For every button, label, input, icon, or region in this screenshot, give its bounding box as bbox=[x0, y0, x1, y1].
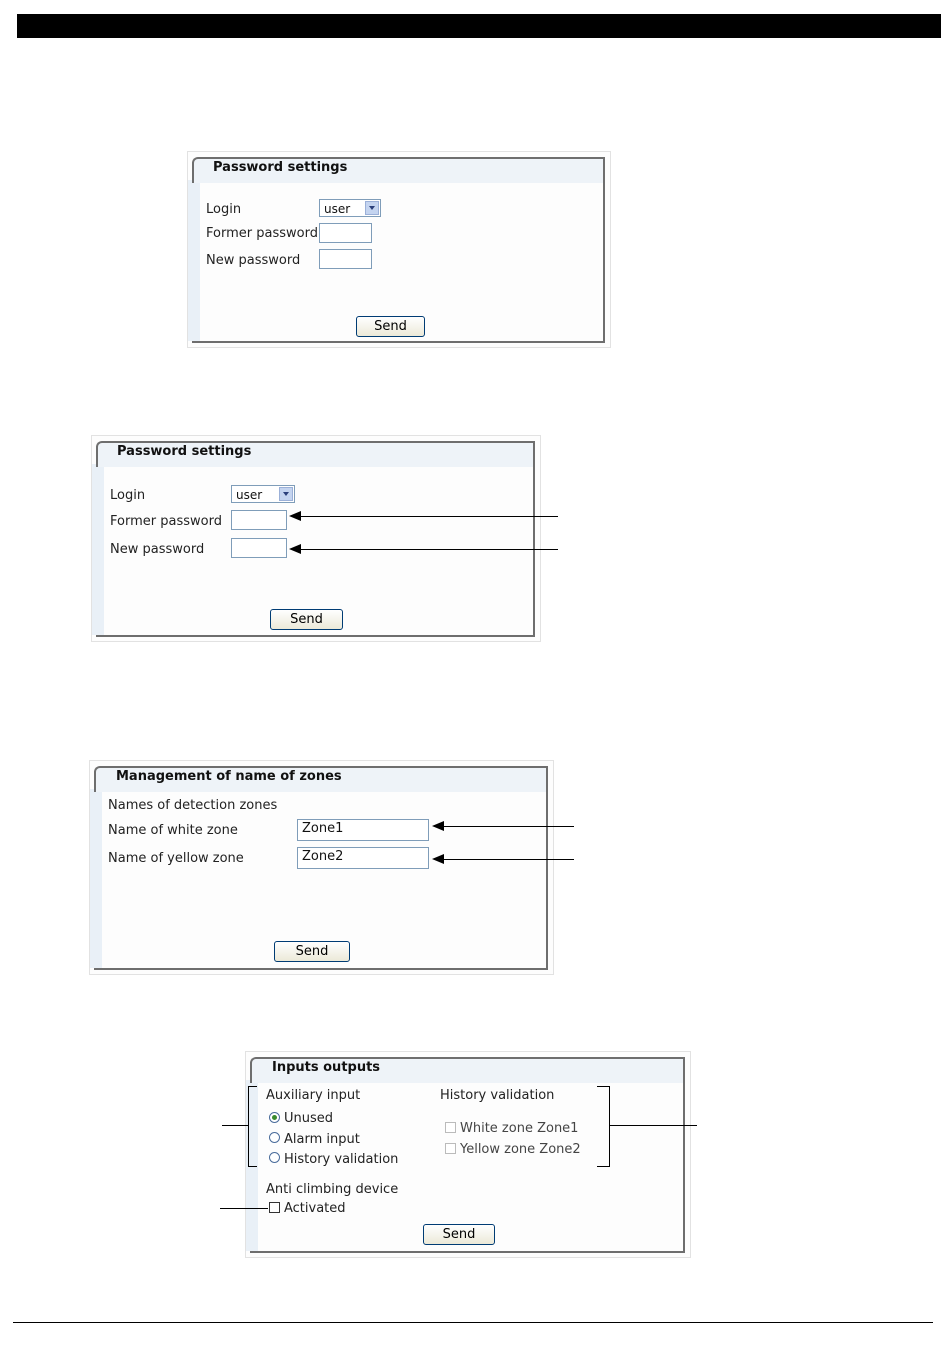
yellow-zone-label: Name of yellow zone bbox=[108, 851, 244, 866]
send-button[interactable]: Send bbox=[270, 609, 343, 630]
callout-arrow-line bbox=[298, 516, 558, 517]
login-select-value: user bbox=[236, 488, 263, 502]
checkbox-yellow-zone-label: Yellow zone Zone2 bbox=[460, 1142, 581, 1157]
panel-right-edge bbox=[546, 767, 548, 970]
send-button[interactable]: Send bbox=[423, 1224, 495, 1245]
new-password-label: New password bbox=[206, 253, 301, 268]
panel-title: Management of name of zones bbox=[116, 769, 342, 784]
callout-line bbox=[220, 1208, 268, 1209]
panel-right-edge bbox=[603, 158, 605, 343]
login-label: Login bbox=[110, 488, 146, 503]
password-settings-panel bbox=[187, 151, 611, 348]
zones-heading: Names of detection zones bbox=[108, 798, 278, 813]
callout-arrow-line bbox=[298, 549, 558, 550]
chevron-down-icon[interactable] bbox=[279, 487, 293, 501]
password-settings-panel-annotated bbox=[91, 435, 541, 642]
white-zone-input[interactable]: Zone1 bbox=[297, 819, 429, 841]
right-bracket bbox=[597, 1086, 610, 1167]
callout-line bbox=[610, 1125, 697, 1126]
panel-right-edge bbox=[683, 1058, 685, 1253]
new-password-input[interactable] bbox=[231, 538, 287, 558]
zone-names-panel bbox=[89, 760, 554, 975]
panel-title: Inputs outputs bbox=[272, 1060, 381, 1075]
login-select-value: user bbox=[324, 202, 351, 216]
auxiliary-input-heading: Auxiliary input bbox=[266, 1088, 361, 1103]
former-password-input[interactable] bbox=[231, 510, 287, 530]
panel-title: Password settings bbox=[117, 444, 252, 459]
checkbox-activated[interactable] bbox=[269, 1202, 280, 1213]
radio-unused-label: Unused bbox=[284, 1111, 334, 1126]
footer-rule bbox=[13, 1322, 933, 1323]
former-password-label: Former password bbox=[110, 514, 222, 529]
checkbox-white-zone[interactable] bbox=[445, 1122, 456, 1133]
checkbox-activated-label: Activated bbox=[284, 1201, 346, 1216]
panel-left-strip bbox=[188, 180, 200, 341]
send-button[interactable]: Send bbox=[274, 941, 350, 962]
panel-left-strip bbox=[92, 464, 104, 635]
callout-line bbox=[222, 1125, 248, 1126]
panel-bottom-edge bbox=[192, 341, 605, 343]
new-password-label: New password bbox=[110, 542, 205, 557]
former-password-label: Former password bbox=[206, 226, 318, 241]
panel-bottom-edge bbox=[96, 635, 535, 637]
checkbox-yellow-zone[interactable] bbox=[445, 1143, 456, 1154]
panel-left-strip bbox=[90, 789, 102, 968]
arrow-left-icon bbox=[432, 854, 444, 864]
panel-right-edge bbox=[533, 442, 535, 637]
left-bracket bbox=[248, 1086, 257, 1167]
panel-bottom-edge bbox=[94, 968, 548, 970]
login-select[interactable] bbox=[231, 485, 295, 503]
anti-climbing-heading: Anti climbing device bbox=[266, 1182, 399, 1197]
send-button[interactable]: Send bbox=[356, 316, 425, 337]
white-zone-label: Name of white zone bbox=[108, 823, 238, 838]
radio-alarm-input-label: Alarm input bbox=[284, 1132, 360, 1147]
header-bar bbox=[17, 14, 941, 38]
radio-alarm-input[interactable] bbox=[269, 1132, 280, 1143]
login-select[interactable] bbox=[319, 199, 381, 217]
panel-bottom-edge bbox=[250, 1251, 685, 1253]
yellow-zone-input[interactable]: Zone2 bbox=[297, 847, 429, 869]
arrow-left-icon bbox=[289, 511, 301, 521]
checkbox-white-zone-label: White zone Zone1 bbox=[460, 1121, 579, 1136]
former-password-input[interactable] bbox=[319, 223, 372, 243]
arrow-left-icon bbox=[432, 821, 444, 831]
history-validation-heading: History validation bbox=[440, 1088, 555, 1103]
callout-arrow-line bbox=[441, 859, 574, 860]
radio-unused[interactable] bbox=[269, 1112, 280, 1123]
login-label: Login bbox=[206, 202, 242, 217]
panel-title: Password settings bbox=[213, 160, 348, 175]
new-password-input[interactable] bbox=[319, 249, 372, 269]
radio-history-validation[interactable] bbox=[269, 1152, 280, 1163]
arrow-left-icon bbox=[289, 544, 301, 554]
callout-arrow-line bbox=[441, 826, 574, 827]
inputs-outputs-panel bbox=[245, 1051, 691, 1258]
radio-history-validation-label: History validation bbox=[284, 1152, 399, 1167]
chevron-down-icon[interactable] bbox=[365, 201, 379, 215]
